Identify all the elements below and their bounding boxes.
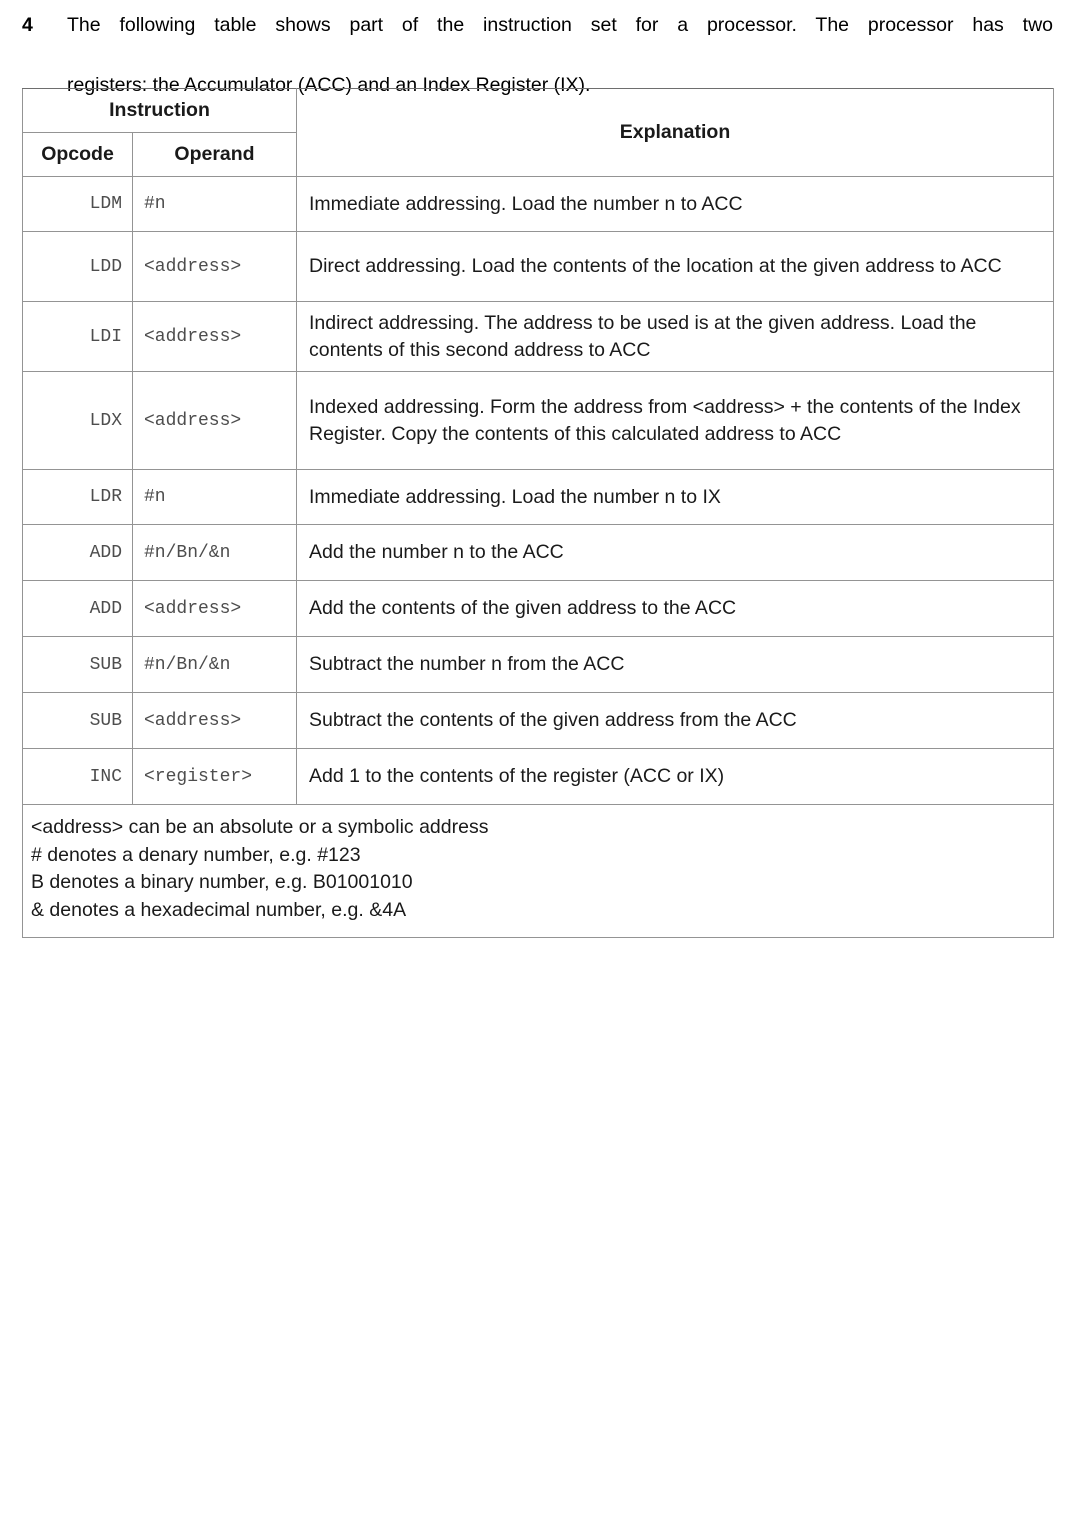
cell-opcode: LDM — [23, 177, 133, 232]
cell-operand: <register> — [133, 749, 297, 805]
table-body — [23, 177, 1054, 938]
table-row — [23, 749, 1054, 805]
cell-explanation: Indexed addressing. Form the address from <address> + the contents of the Index Register. Copy the contents of this calculated address to ACC — [297, 372, 1054, 470]
question-line-2: registers: the Accumulator (ACC) and an Index Register (IX). — [67, 74, 591, 96]
cell-explanation: Subtract the number n from the ACC — [297, 637, 1054, 693]
instruction-set-table — [22, 88, 1054, 938]
note-line: <address> can be an absolute or a symbolic address — [31, 816, 489, 838]
table-notes — [23, 805, 1054, 938]
table-row — [23, 470, 1054, 525]
note-line: & denotes a hexadecimal number, e.g. &4A — [31, 898, 407, 921]
question-block — [22, 10, 1053, 100]
question-number: 4 — [22, 14, 33, 36]
cell-opcode: SUB — [23, 693, 133, 749]
cell-opcode: ADD — [23, 525, 133, 581]
cell-opcode: LDR — [23, 470, 133, 525]
cell-explanation: Immediate addressing. Load the number n to IX — [297, 470, 1054, 525]
cell-explanation: Direct addressing. Load the contents of the location at the given address to ACC — [297, 232, 1054, 302]
note-line: # denotes a denary number, e.g. #123 — [31, 843, 361, 866]
table-row — [23, 693, 1054, 749]
cell-operand: <address> — [133, 693, 297, 749]
table-row — [23, 232, 1054, 302]
table-row — [23, 525, 1054, 581]
table-header-row-1 — [23, 89, 1054, 133]
header-instruction: Instruction — [23, 89, 297, 133]
cell-explanation: Indirect addressing. The address to be used is at the given address. Load the contents of this second address to ACC — [297, 302, 1054, 372]
cell-explanation: Subtract the contents of the given address from the ACC — [297, 693, 1054, 749]
table-row — [23, 581, 1054, 637]
cell-opcode: ADD — [23, 581, 133, 637]
question-line-1: The following table shows part of the instruction set for a processor. The processor has two — [67, 14, 1053, 36]
cell-explanation: Add the contents of the given address to the ACC — [297, 581, 1054, 637]
cell-operand: #n/Bn/&n — [133, 637, 297, 693]
cell-operand: #n — [133, 177, 297, 232]
cell-operand: <address> — [133, 232, 297, 302]
question-text — [67, 10, 1053, 100]
header-opcode: Opcode — [23, 133, 133, 177]
cell-operand: <address> — [133, 372, 297, 470]
cell-operand: <address> — [133, 302, 297, 372]
table-row — [23, 372, 1054, 470]
table-row — [23, 302, 1054, 372]
cell-opcode: SUB — [23, 637, 133, 693]
cell-opcode: LDD — [23, 232, 133, 302]
table-notes-row — [23, 805, 1054, 938]
header-explanation: Explanation — [297, 89, 1054, 177]
cell-opcode: LDX — [23, 372, 133, 470]
cell-opcode: LDI — [23, 302, 133, 372]
cell-explanation: Add the number n to the ACC — [297, 525, 1054, 581]
note-line: B denotes a binary number, e.g. B01001010 — [31, 871, 413, 893]
header-operand: Operand — [133, 133, 297, 177]
cell-operand: #n/Bn/&n — [133, 525, 297, 581]
cell-explanation: Immediate addressing. Load the number n to ACC — [297, 177, 1054, 232]
cell-operand: #n — [133, 470, 297, 525]
cell-operand: <address> — [133, 581, 297, 637]
cell-opcode: INC — [23, 749, 133, 805]
table-row — [23, 177, 1054, 232]
table-row — [23, 637, 1054, 693]
cell-explanation: Add 1 to the contents of the register (ACC or IX) — [297, 749, 1054, 805]
table-head — [23, 89, 1054, 177]
